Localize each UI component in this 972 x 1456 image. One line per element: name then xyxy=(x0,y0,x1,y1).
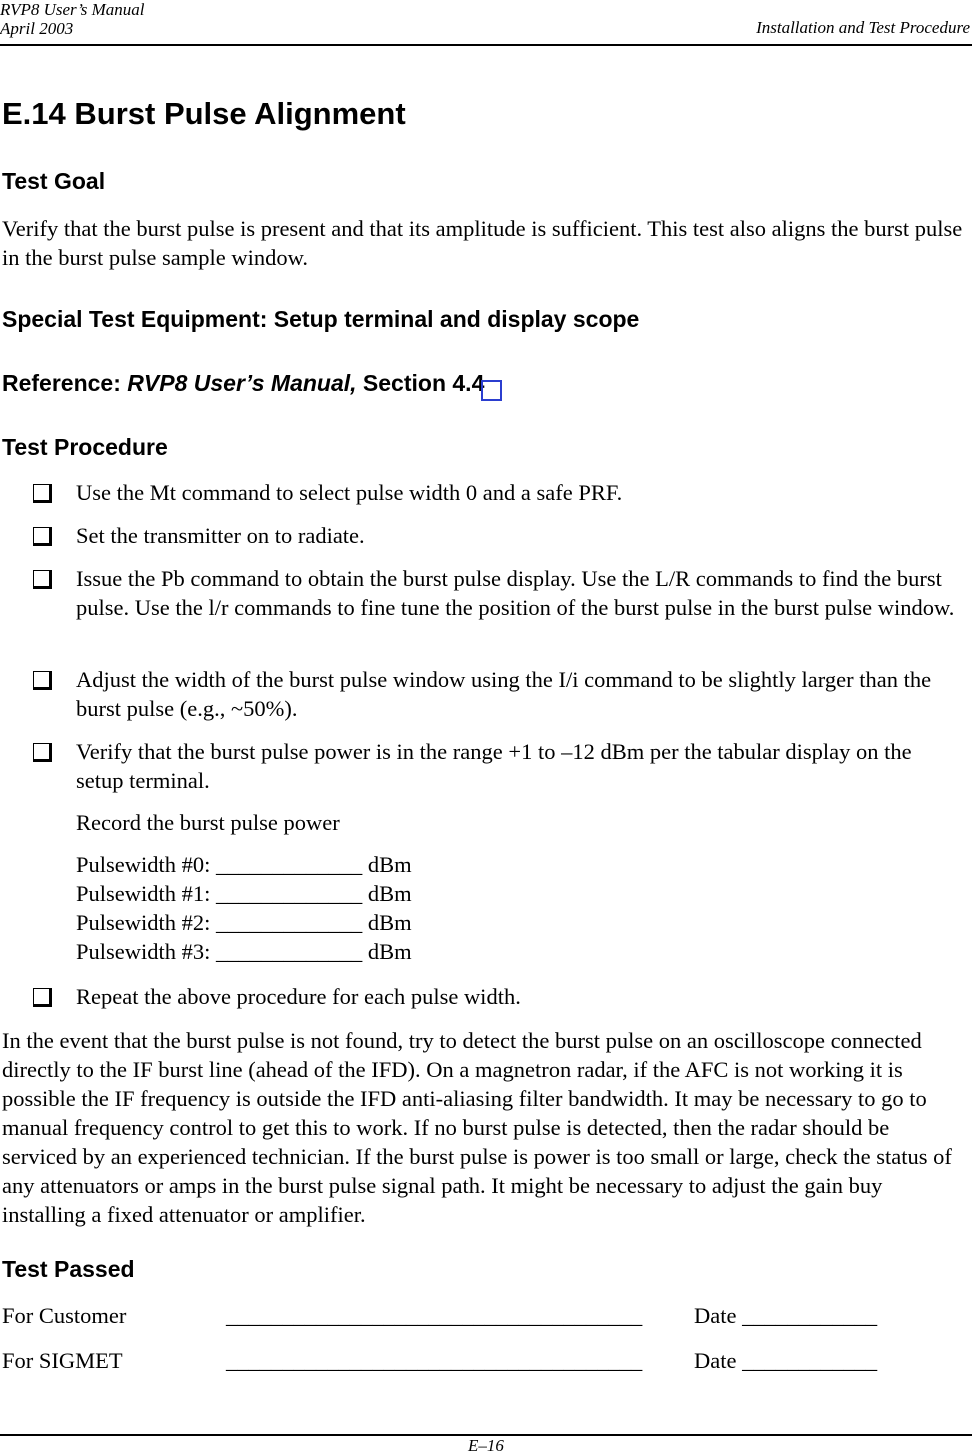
page-number: E–16 xyxy=(468,1436,504,1455)
record-pulsewidth-1: Pulsewidth #1: _____________ dBm xyxy=(76,881,412,906)
step-checkbox[interactable] xyxy=(33,743,52,762)
header-chapter: Installation and Test Procedure xyxy=(756,18,970,37)
record-label: Record the burst pulse power xyxy=(76,810,340,835)
step-checkbox[interactable] xyxy=(33,988,52,1007)
test-goal-text: Verify that the burst pulse is present and that its amplitude is sufficient. This test also aligns the burst pulse in the burst pulse sample window. xyxy=(2,216,963,270)
procedure-heading: Test Procedure xyxy=(2,434,168,460)
signoff-sigmet-line: _____________________________________ xyxy=(226,1348,643,1373)
step-checkbox[interactable] xyxy=(33,570,52,589)
signoff-customer-date: Date ____________ xyxy=(694,1303,878,1328)
page-header xyxy=(0,0,972,46)
reference-label: Reference: xyxy=(2,370,128,396)
cross-reference-marker[interactable] xyxy=(481,380,502,401)
procedure-step: Issue the Pb command to obtain the burst pulse display. Use the L/R commands to find the burst pulse. Use the l/r commands to fine tune the position of the burst pulse in the burst pulse window. xyxy=(76,566,955,620)
reference-heading xyxy=(2,370,484,397)
header-manual-title: RVP8 User’s Manual xyxy=(0,0,145,19)
step-checkbox[interactable] xyxy=(33,671,52,690)
step-checkbox[interactable] xyxy=(33,484,52,503)
record-pulsewidth-2: Pulsewidth #2: _____________ dBm xyxy=(76,910,412,935)
signoff-customer-label: For Customer xyxy=(2,1303,127,1328)
special-equipment-heading: Special Test Equipment: Setup terminal and display scope xyxy=(2,306,640,332)
signoff-sigmet-date: Date ____________ xyxy=(694,1348,878,1373)
reference-manual: RVP8 User’s Manual, xyxy=(127,370,357,396)
procedure-step: Use the Mt command to select pulse width 0 and a safe PRF. xyxy=(76,480,623,505)
test-passed-heading: Test Passed xyxy=(2,1256,135,1282)
procedure-step: Set the transmitter on to radiate. xyxy=(76,523,365,548)
signoff-customer-line: _____________________________________ xyxy=(226,1303,643,1328)
troubleshooting-notes: In the event that the burst pulse is not found, try to detect the burst pulse on an oscilloscope connected directly to the IF burst line (ahead of the IFD). On a magnetron radar, if the AFC is not working it is possible the IF frequency is outside the IFD anti-aliasing filter bandwidth. It may be necessary to go to manual frequency control to get this to work. If no burst pulse is detected, then the radar should be serviced by an experienced technician. If the burst pulse is power is too small or large, check the status of any attenuators or amps in the burst pulse signal path. It might be necessary to adjust the gain buy installing a fixed attenuator or amplifier. xyxy=(2,1028,952,1227)
record-pulsewidth-0: Pulsewidth #0: _____________ dBm xyxy=(76,852,412,877)
procedure-step: Adjust the width of the burst pulse window using the I/i command to be slightly larger than the burst pulse (e.g., ~50%). xyxy=(76,667,932,721)
signoff-sigmet-label: For SIGMET xyxy=(2,1348,123,1373)
section-title: E.14 Burst Pulse Alignment xyxy=(2,96,406,131)
test-goal-heading: Test Goal xyxy=(2,168,106,194)
procedure-step: Repeat the above procedure for each pulse width. xyxy=(76,984,521,1009)
header-date: April 2003 xyxy=(0,19,74,38)
procedure-step: Verify that the burst pulse power is in the range +1 to –12 dBm per the tabular display on the setup terminal. xyxy=(76,739,912,793)
record-pulsewidth-3: Pulsewidth #3: _____________ dBm xyxy=(76,939,412,964)
step-checkbox[interactable] xyxy=(33,527,52,546)
header-left xyxy=(0,0,145,38)
reference-section: Section 4.4 xyxy=(356,370,485,396)
